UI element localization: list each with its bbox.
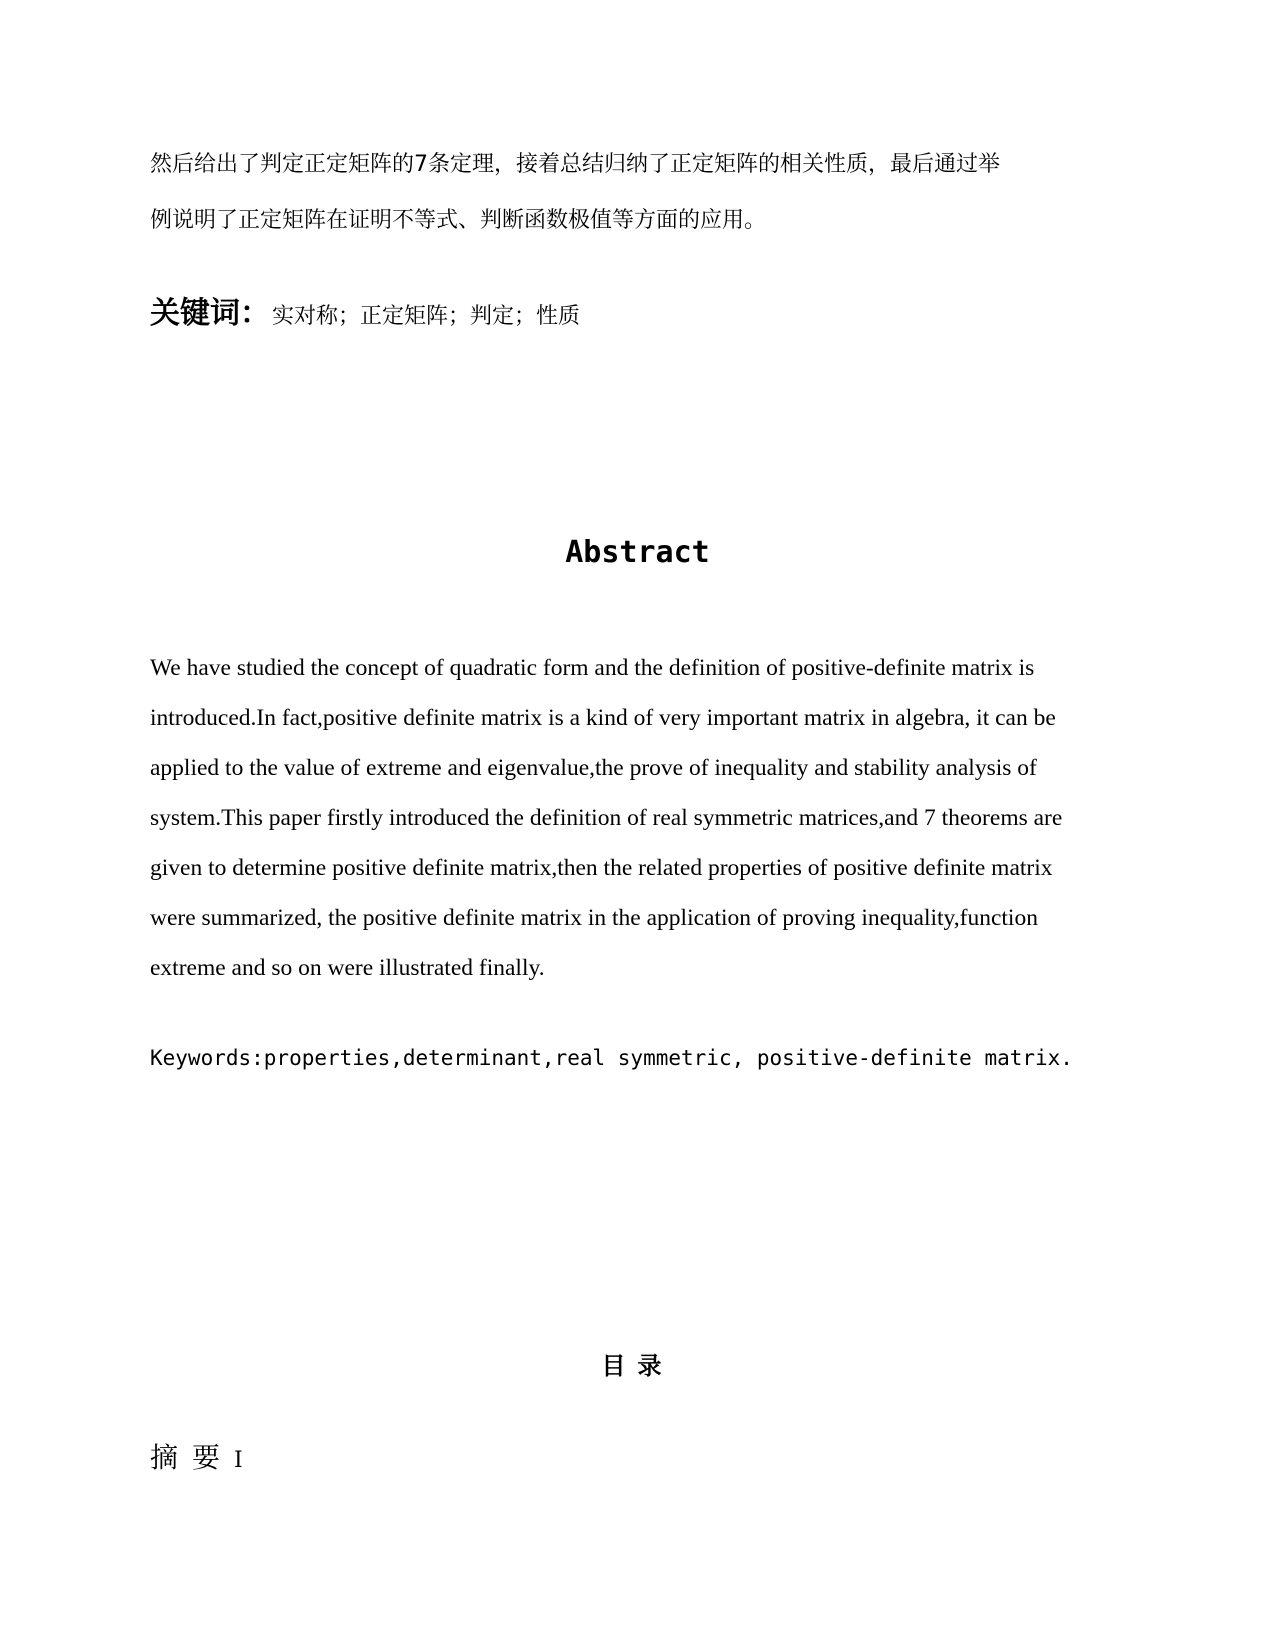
toc-entry-label: 摘要 (150, 1441, 235, 1474)
english-abstract-paragraph (150, 643, 1140, 993)
english-abstract-line: applied to the value of extreme and eigenvalue,the prove of inequality and stability analysis of (150, 755, 1037, 781)
english-abstract-line: introduced.In fact,positive definite matrix is a kind of very important matrix in algebra, it can be (150, 705, 1056, 731)
chinese-keywords-text: 实对称；正定矩阵；判定；性质 (272, 304, 581, 329)
toc-heading: 目录 (601, 1352, 674, 1380)
chinese-abstract-line: 然后给出了判定正定矩阵的7条定理，接着总结归纳了正定矩阵的相关性质，最后通过举 (150, 152, 1000, 177)
chinese-abstract-paragraph (150, 137, 1110, 249)
english-abstract-line: system.This paper firstly introduced the definition of real symmetric matrices,and 7 theorems are (150, 805, 1063, 831)
english-abstract-line: We have studied the concept of quadratic form and the definition of positive-definite matrix is (150, 655, 1035, 681)
toc-entry[interactable] (150, 1436, 243, 1476)
abstract-heading: Abstract (565, 535, 710, 570)
english-abstract-line: extreme and so on were illustrated finally. (150, 955, 545, 981)
chinese-abstract-line: 例说明了正定矩阵在证明不等式、判断函数极值等方面的应用。 (150, 208, 767, 233)
toc-entry-page: I (234, 1448, 243, 1473)
english-abstract-line: were summarized, the positive definite matrix in the application of proving inequality,function (150, 905, 1038, 931)
english-abstract-line: given to determine positive definite matrix,then the related properties of positive definite matrix (150, 855, 1053, 881)
chinese-keywords-label: 关键词： (150, 296, 270, 331)
english-keywords: Keywords:properties,determinant,real symmetric, positive-definite matrix. (150, 1046, 1073, 1070)
chinese-keywords (150, 288, 580, 332)
